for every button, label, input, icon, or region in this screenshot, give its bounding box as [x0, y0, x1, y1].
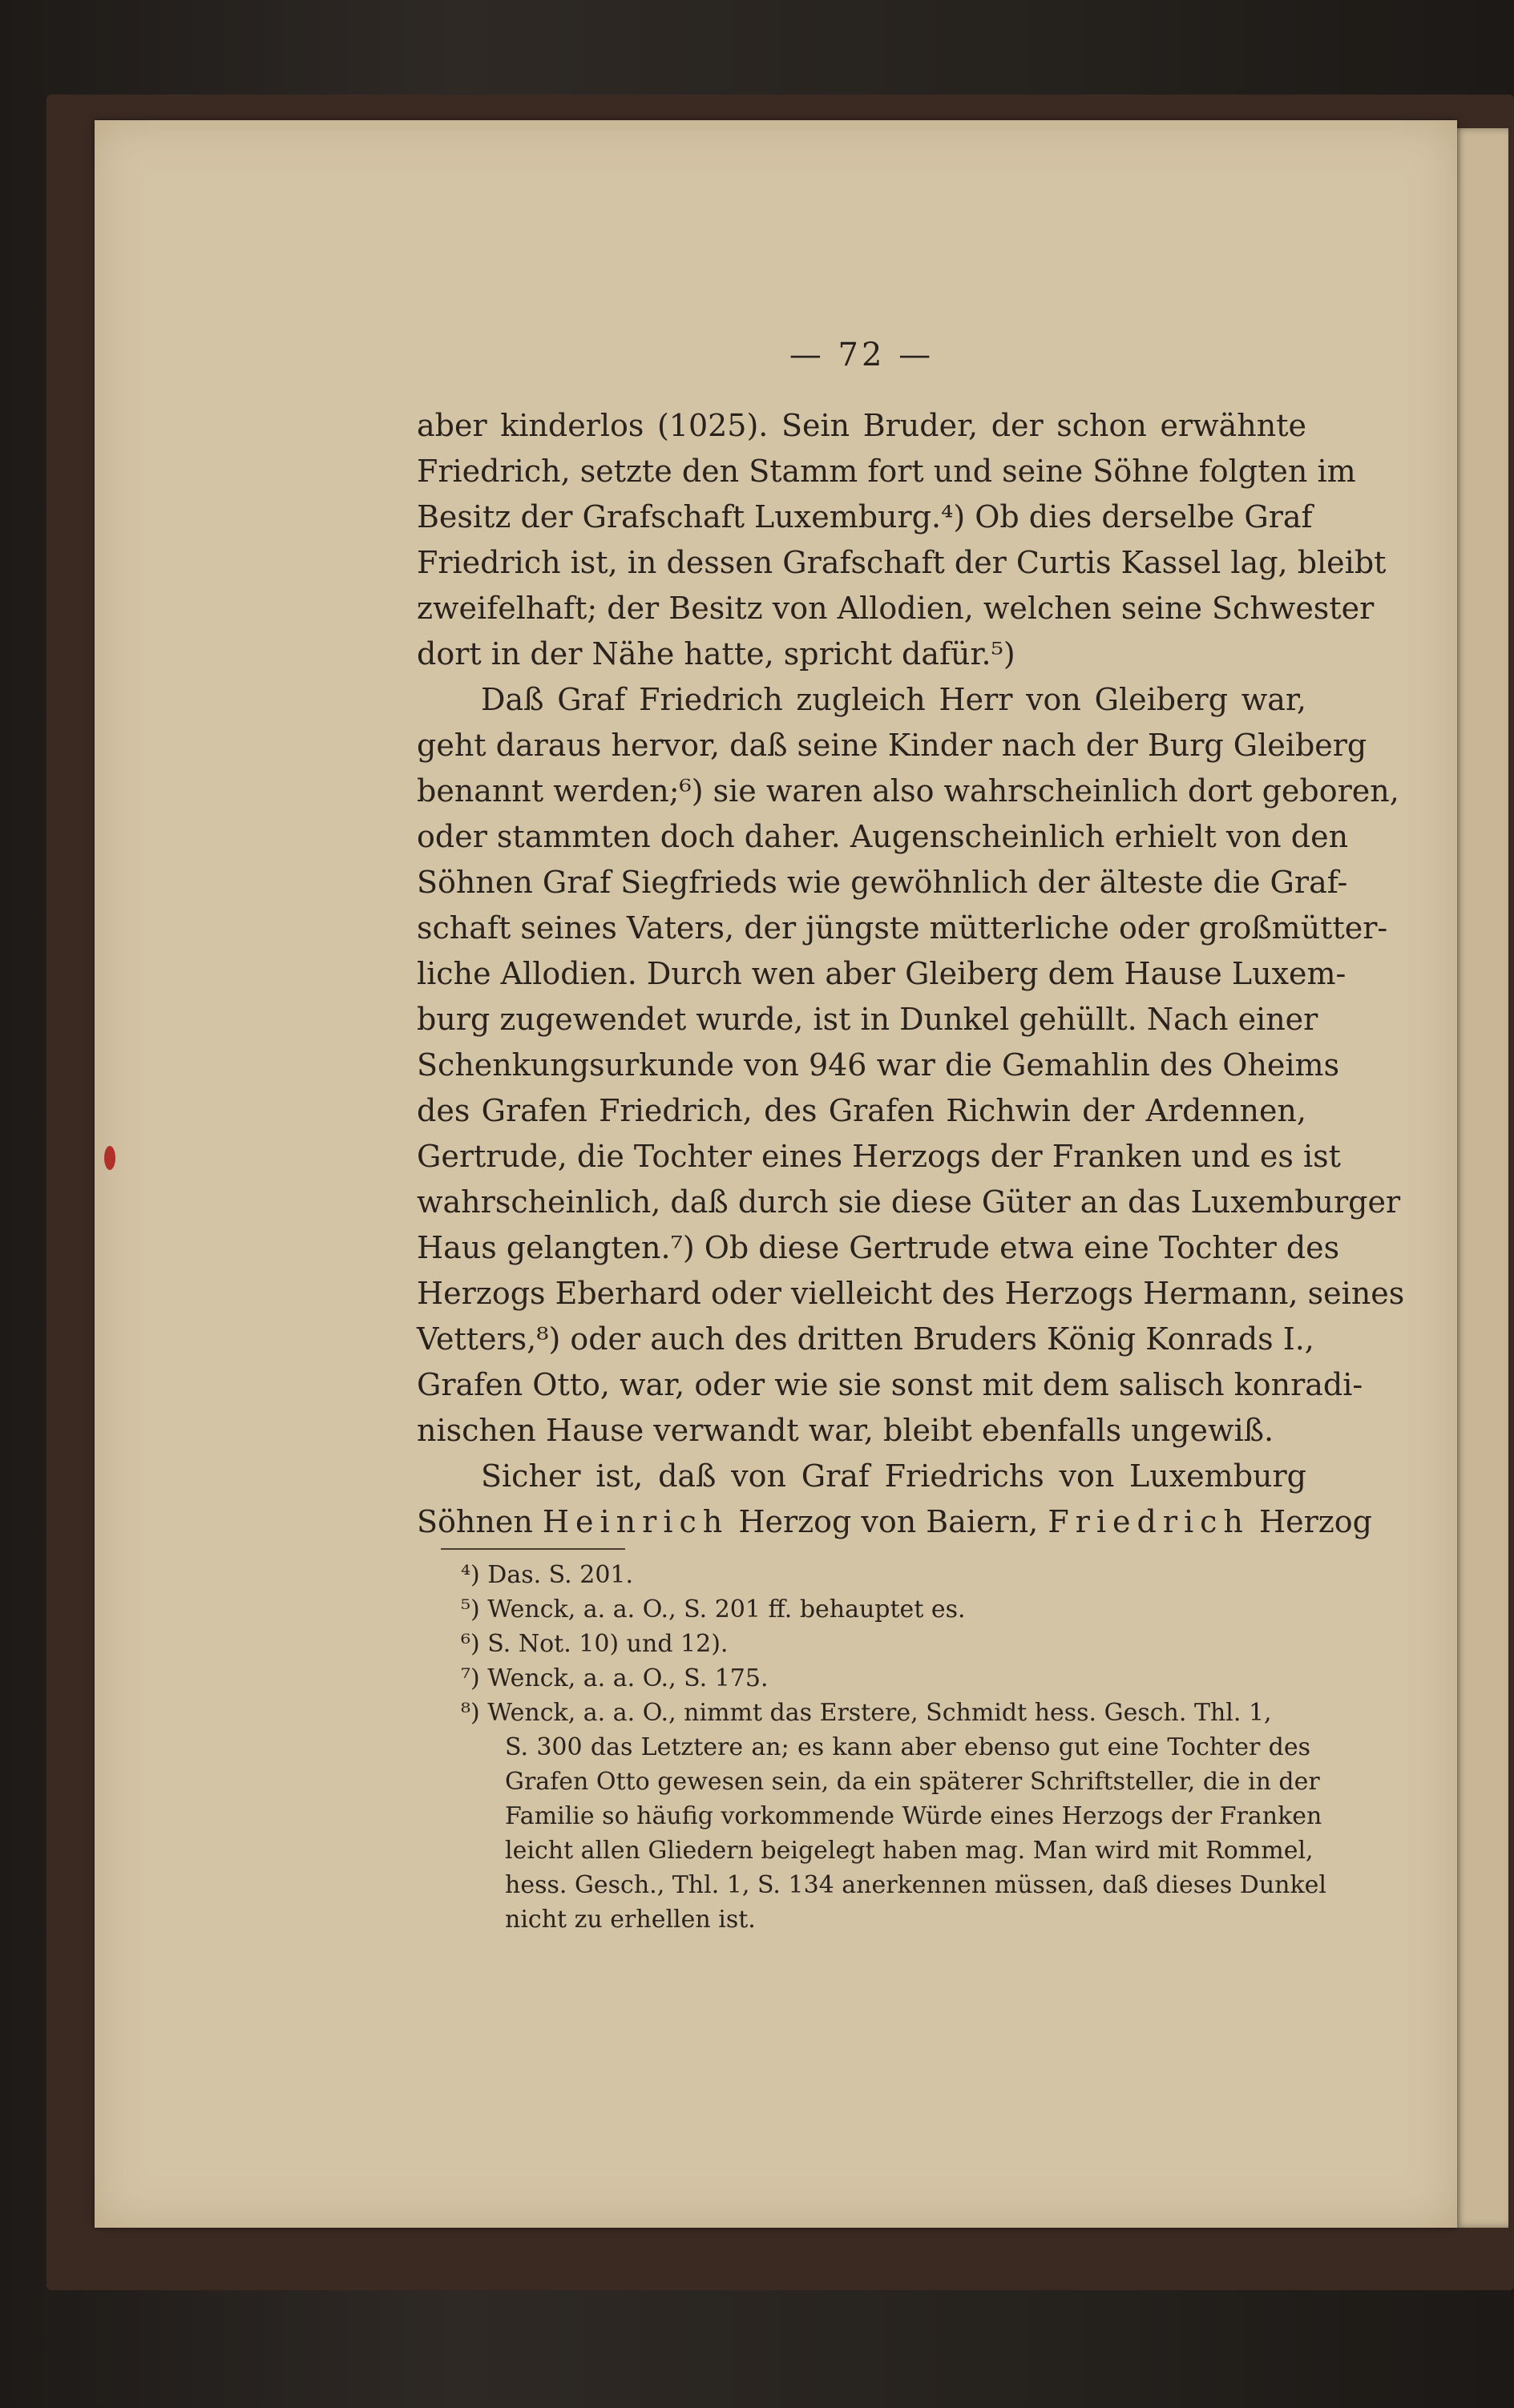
spaced-name-heinrich: Heinrich — [542, 1504, 729, 1539]
page-number: — 72 — — [789, 337, 935, 373]
body-line: Vetters,⁸) oder auch des dritten Bruders König Konrads I., — [417, 1321, 1314, 1357]
body-line-final — [417, 1501, 1373, 1543]
footnote-continuation: Familie so häufig vorkommende Würde eines Herzogs der Franken — [505, 1802, 1322, 1830]
body-line: Friedrich, setzte den Stamm fort und seine Söhne folgten im — [417, 454, 1356, 489]
body-line: Söhnen Graf Siegfrieds wie gewöhnlich der älteste die Graf- — [417, 865, 1348, 900]
body-line: schaft seines Vaters, der jüngste mütterliche oder großmütter- — [417, 910, 1388, 946]
body-line: burg zugewendet wurde, ist in Dunkel gehüllt. Nach einer — [417, 1002, 1318, 1037]
paper-stain — [104, 1146, 115, 1170]
footnote-continuation: nicht zu erhellen ist. — [505, 1906, 756, 1934]
body-line: liche Allodien. Durch wen aber Gleiberg dem Hause Luxem- — [417, 956, 1346, 991]
footnote: ⁷) Wenck, a. a. O., S. 175. — [461, 1664, 769, 1692]
next-page-edge — [1452, 128, 1508, 2228]
footnote-continuation: leicht allen Gliedern beigelegt haben mag. Man wird mit Rommel, — [505, 1837, 1314, 1865]
body-line: geht daraus hervor, daß seine Kinder nach der Burg Gleiberg — [417, 728, 1367, 763]
footnote-continuation: hess. Gesch., Thl. 1, S. 134 anerkennen müssen, daß dieses Dunkel — [505, 1871, 1327, 1899]
line-text: Söhnen — [417, 1504, 543, 1539]
body-line: Haus gelangten.⁷) Ob diese Gertrude etwa eine Tochter des — [417, 1230, 1340, 1265]
body-line: benannt werden;⁶) sie waren also wahrscheinlich dort geboren, — [417, 773, 1399, 809]
line-text: Herzog — [1249, 1504, 1373, 1539]
footnote: ⁵) Wenck, a. a. O., S. 201 ff. behauptet es. — [461, 1595, 966, 1623]
body-line: Besitz der Grafschaft Luxemburg.⁴) Ob dies derselbe Graf — [417, 499, 1313, 534]
footnote: ⁸) Wenck, a. a. O., nimmt das Erstere, Schmidt hess. Gesch. Thl. 1, — [461, 1699, 1272, 1727]
footnote: ⁶) S. Not. 10) und 12). — [461, 1630, 729, 1658]
body-line: aber kinderlos (1025). Sein Bruder, der schon erwähnte — [417, 408, 1306, 443]
footnote-continuation: S. 300 das Letztere an; es kann aber ebenso gut eine Tochter des — [505, 1733, 1310, 1761]
body-line: Grafen Otto, war, oder wie sie sonst mit dem salisch konradi- — [417, 1367, 1363, 1402]
footnote-continuation: Grafen Otto gewesen sein, da ein späterer Schriftsteller, die in der — [505, 1768, 1320, 1796]
body-line: wahrscheinlich, daß durch sie diese Güter an das Luxemburger — [417, 1184, 1401, 1220]
body-line: Sicher ist, daß von Graf Friedrichs von Luxemburg — [481, 1458, 1306, 1494]
body-line: Daß Graf Friedrich zugleich Herr von Gleiberg war, — [481, 682, 1306, 717]
footnote-separator — [441, 1548, 625, 1550]
body-line: dort in der Nähe hatte, spricht dafür.⁵) — [417, 636, 1015, 672]
spaced-name-friedrich: Friedrich — [1048, 1504, 1250, 1539]
body-line: des Grafen Friedrich, des Grafen Richwin der Ardennen, — [417, 1093, 1306, 1128]
footnote: ⁴) Das. S. 201. — [461, 1561, 634, 1589]
line-text: Herzog von Baiern, — [729, 1504, 1048, 1539]
body-line: zweifelhaft; der Besitz von Allodien, welchen seine Schwester — [417, 591, 1375, 626]
body-line: Schenkungsurkunde von 946 war die Gemahlin des Oheims — [417, 1047, 1340, 1083]
body-line: Gertrude, die Tochter eines Herzogs der Franken und es ist — [417, 1139, 1341, 1174]
body-line: oder stammten doch daher. Augenscheinlich erhielt von den — [417, 819, 1349, 854]
body-line: Herzogs Eberhard oder vielleicht des Herzogs Hermann, seines — [417, 1276, 1405, 1311]
body-line: nischen Hause verwandt war, bleibt ebenfalls ungewiß. — [417, 1413, 1274, 1448]
body-line: Friedrich ist, in dessen Grafschaft der Curtis Kassel lag, bleibt — [417, 545, 1387, 580]
